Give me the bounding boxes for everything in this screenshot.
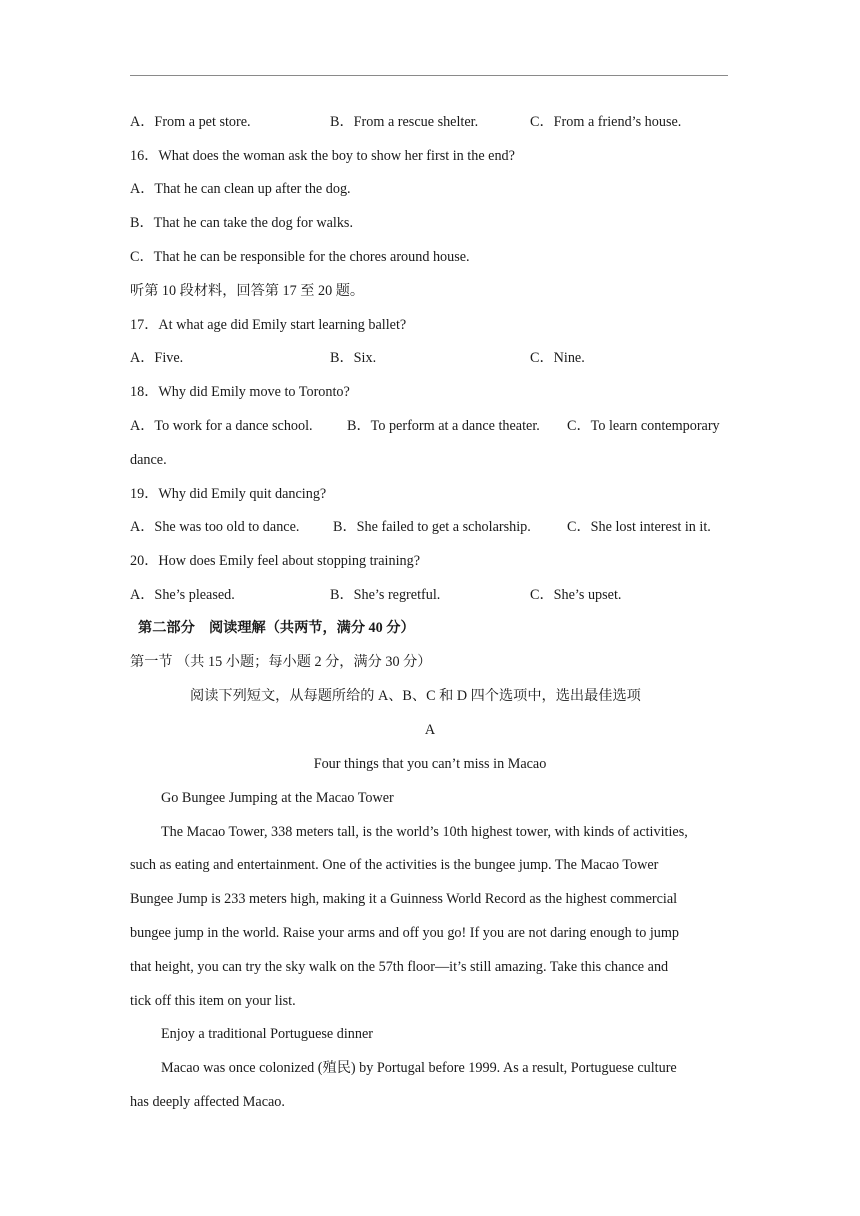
q15-option-c: C．From a friend’s house. <box>530 114 682 130</box>
q16-stem: 16．What does the woman ask the boy to show her first in the end? <box>130 148 515 164</box>
q17-option-b: B．Six. <box>330 350 377 366</box>
q17-stem: 17．At what age did Emily start learning ballet? <box>130 317 407 333</box>
subheading-dinner: Enjoy a traditional Portuguese dinner <box>161 1026 373 1042</box>
q16-option-b: B．That he can take the dog for walks. <box>130 215 353 231</box>
reading-instruction: 阅读下列短文，从每题所给的 A、B、C 和 D 四个选项中，选出最佳选项 <box>190 688 641 704</box>
q19-option-c: C．She lost interest in it. <box>567 519 711 535</box>
q18-option-b: B．To perform at a dance theater. <box>347 418 540 434</box>
listen-instruction: 听第 10 段材料，回答第 17 至 20 题。 <box>130 283 365 299</box>
q20-stem: 20．How does Emily feel about stopping training? <box>130 553 421 569</box>
subheading-bungee: Go Bungee Jumping at the Macao Tower <box>161 790 394 806</box>
paragraph-line: that height, you can try the sky walk on the 57th floor—it’s still amazing. Take this chance and <box>130 959 669 975</box>
q18-option-a: A．To work for a dance school. <box>130 418 313 434</box>
part2-heading: 第二部分 阅读理解（共两节，满分 40 分） <box>138 620 415 636</box>
q19-option-a: A．She was too old to dance. <box>130 519 300 535</box>
q16-option-a: A．That he can clean up after the dog. <box>130 181 351 197</box>
passage-letter: A <box>424 722 436 738</box>
paragraph-line: Bungee Jump is 233 meters high, making it a Guinness World Record as the highest commercial <box>130 891 678 907</box>
paragraph-line: bungee jump in the world. Raise your arms and off you go! If you are not daring enough to jump <box>130 925 679 941</box>
q15-option-a: A．From a pet store. <box>130 114 251 130</box>
header-rule <box>130 75 728 76</box>
section1-heading: 第一节 （共 15 小题；每小题 2 分，满分 30 分） <box>130 654 432 670</box>
q20-option-a: A．She’s pleased. <box>130 587 235 603</box>
q20-option-b: B．She’s regretful. <box>330 587 441 603</box>
q19-stem: 19．Why did Emily quit dancing? <box>130 486 327 502</box>
q18-stem: 18．Why did Emily move to Toronto? <box>130 384 350 400</box>
paragraph-line: has deeply affected Macao. <box>130 1094 285 1110</box>
q20-option-c: C．She’s upset. <box>530 587 622 603</box>
q17-option-a: A．Five. <box>130 350 184 366</box>
paragraph-line: The Macao Tower, 338 meters tall, is the world’s 10th highest tower, with kinds of activities, <box>161 824 688 840</box>
passage-title: Four things that you can’t miss in Macao <box>313 756 547 772</box>
paragraph-line: such as eating and entertainment. One of the activities is the bungee jump. The Macao Tower <box>130 857 659 873</box>
paragraph-line: Macao was once colonized (殖民) by Portugal before 1999. As a result, Portuguese culture <box>161 1060 677 1076</box>
q16-option-c: C．That he can be responsible for the chores around house. <box>130 249 470 265</box>
paragraph-line: tick off this item on your list. <box>130 993 296 1009</box>
q17-option-c: C．Nine. <box>530 350 585 366</box>
q19-option-b: B．She failed to get a scholarship. <box>333 519 531 535</box>
q18-option-c-continuation: dance. <box>130 452 167 468</box>
q15-option-b: B．From a rescue shelter. <box>330 114 479 130</box>
q18-option-c: C．To learn contemporary <box>567 418 720 434</box>
